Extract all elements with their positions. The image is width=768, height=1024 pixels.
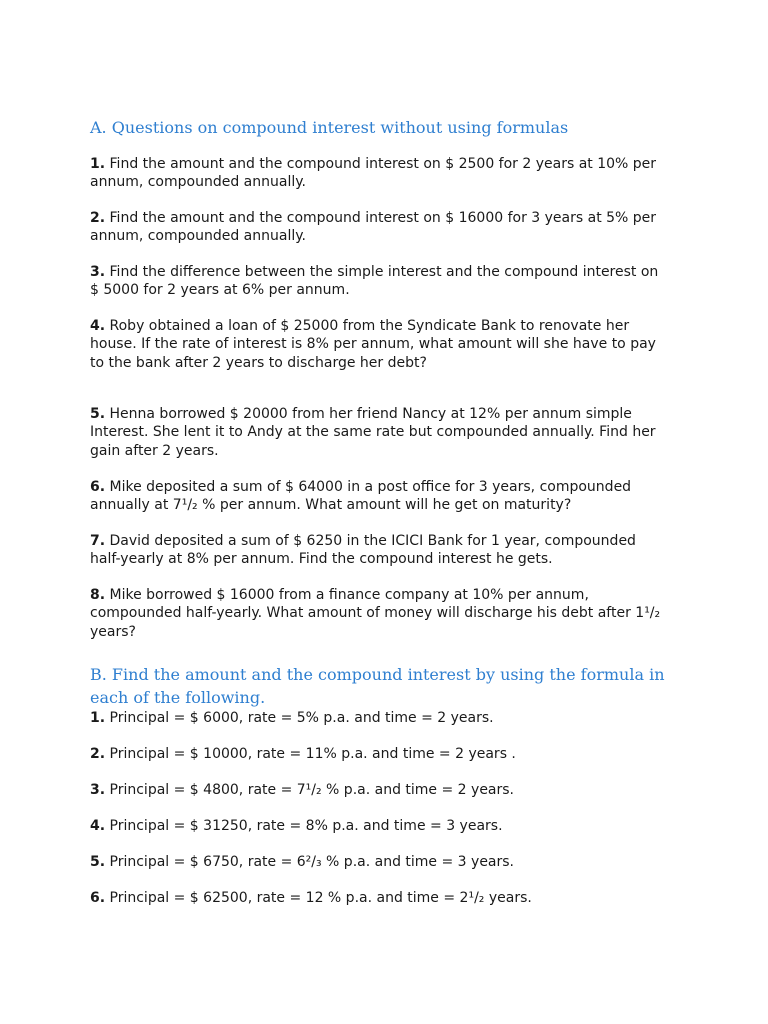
question-number: 7. xyxy=(90,533,106,549)
question-text: Mike borrowed $ 16000 from a finance company at 10% per annum, compounded half-yearly. What amount of money will discharge his debt after 1¹/₂ years? xyxy=(90,587,661,640)
question-number: 4. xyxy=(90,318,106,334)
section-b-question-5 xyxy=(90,853,670,871)
question-text: Principal = $ 10000, rate = 11% p.a. and time = 2 years . xyxy=(109,746,516,762)
section-a-question-7 xyxy=(90,532,670,569)
section-a-question-1 xyxy=(90,155,670,192)
question-text: Find the difference between the simple interest and the compound interest on $ 5000 for 2 years at 6% per annum. xyxy=(90,264,659,299)
section-a-question-2 xyxy=(90,209,670,246)
question-text: Find the amount and the compound interest on $ 2500 for 2 years at 10% per annum, compounded annually. xyxy=(90,156,657,191)
section-a-heading: A. Questions on compound interest without using formulas xyxy=(90,118,569,137)
question-text: Principal = $ 6000, rate = 5% p.a. and time = 2 years. xyxy=(109,710,494,726)
question-text: Roby obtained a loan of $ 25000 from the Syndicate Bank to renovate her house. If the rate of interest is 8% per annum, what amount will she have to pay to the bank after 2 years to discharge her debt? xyxy=(90,318,656,371)
question-text: David deposited a sum of $ 6250 in the ICICI Bank for 1 year, compounded half-yearly at 8% per annum. Find the compound interest he gets. xyxy=(90,533,636,568)
question-text: Find the amount and the compound interest on $ 16000 for 3 years at 5% per annum, compounded annually. xyxy=(90,210,657,245)
section-b-heading: B. Find the amount and the compound interest by using the formula in each of the following. xyxy=(90,665,665,707)
section-b-question-4 xyxy=(90,817,670,835)
section-a-question-3 xyxy=(90,263,670,300)
question-number: 1. xyxy=(90,156,106,172)
question-number: 3. xyxy=(90,264,106,280)
section-b-question-1 xyxy=(90,709,670,727)
question-text: Principal = $ 4800, rate = 7¹/₂ % p.a. and time = 2 years. xyxy=(109,782,515,798)
section-a-question-4 xyxy=(90,317,670,372)
question-number: 8. xyxy=(90,587,106,603)
question-number: 4. xyxy=(90,818,106,834)
question-number: 6. xyxy=(90,479,106,495)
section-b-question-3 xyxy=(90,781,670,799)
section-a-question-6 xyxy=(90,478,670,515)
question-number: 5. xyxy=(90,854,106,870)
question-number: 5. xyxy=(90,406,106,422)
section-b-question-2 xyxy=(90,745,670,763)
question-text: Henna borrowed $ 20000 from her friend Nancy at 12% per annum simple Interest. She lent it to Andy at the same rate but compounded annually. Find her gain after 2 years. xyxy=(90,406,656,459)
question-text: Principal = $ 6750, rate = 6²/₃ % p.a. and time = 3 years. xyxy=(109,854,515,870)
section-a-question-5 xyxy=(90,405,670,460)
question-number: 3. xyxy=(90,782,106,798)
question-number: 1. xyxy=(90,710,106,726)
question-number: 2. xyxy=(90,746,106,762)
question-text: Principal = $ 62500, rate = 12 % p.a. and time = 2¹/₂ years. xyxy=(109,890,532,906)
section-a-question-8 xyxy=(90,586,670,641)
section-b-question-6 xyxy=(90,889,670,907)
question-number: 6. xyxy=(90,890,106,906)
question-number: 2. xyxy=(90,210,106,226)
question-text: Mike deposited a sum of $ 64000 in a post office for 3 years, compounded annually at 7¹/₂ % per annum. What amount will he get on maturity? xyxy=(90,479,632,514)
question-text: Principal = $ 31250, rate = 8% p.a. and time = 3 years. xyxy=(109,818,503,834)
